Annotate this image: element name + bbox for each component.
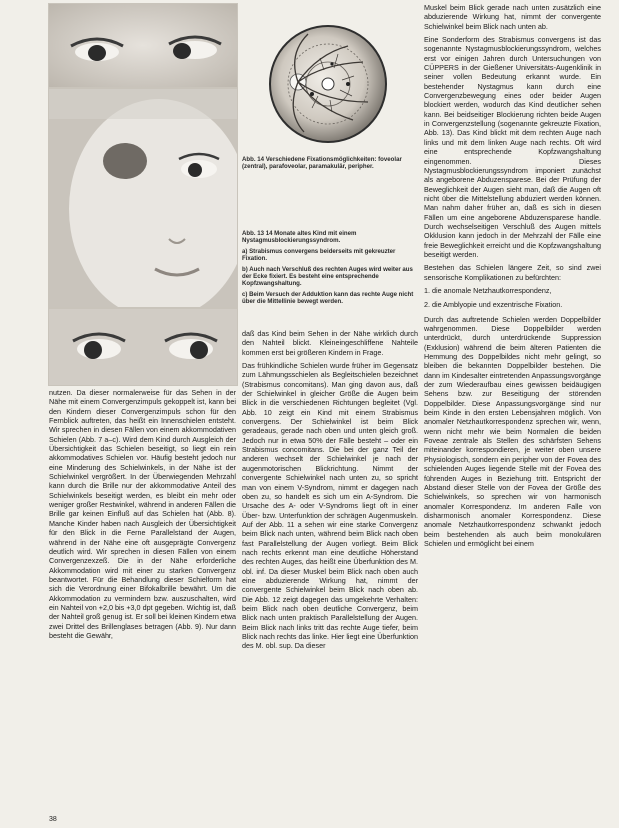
paragraph: nutzen. Da dieser normalerweise für das Sehen in der Nähe mit einem Convergenzimpuls gekoppelt ist, kann bei den Kindern dieser Convergenzimpuls schon für den Fernblick auftreten, das heißt ein Innenschielen entsteht. Wir sprechen in diesen Fällen von einem akkommodativen Schielen (Abb. 7 a–c). Wird dem Kind durch Ausgleich der Übersichtigkeit das Schielen beseitigt, so liegt ein rein akkommodatives Schielen vor. Häufig besteht jedoch nur eine Minderung des Schielwinkels, in der Nähe ist der Schielwinkel vergrößert. In der Überwiegenden Mehrzahl kann durch die Brille nur der akkommodative Anteil des Schielwinkels beseitigt werden, es bleibt ein mehr oder weniger großer Restwinkel, während in anderen Fällen die Brille gar keinen Einfluß auf das Schielen hat (Abb. 8). Manche Kinder haben nach Ausgleich der Übersichtigkeit für den Blick in die Ferne Parallelstand der Augen, während in der Nähe eine oft ausgeprägte Convergenz deutlich wird. Wir sprechen in diesen Fällen von einem Convergenzexzeß. Die in der Nähe erforderliche Akkommodation wird mit einer zu starken Convergenz beantwortet. Für die Behandlung dieser Schielform hat sich die Verordnung einer Bifokalbrille bewährt. Um die Akkommodation zu vermindern bzw. auszuschalten, wird ein Nahteil von +2,0 bis +3,0 dpt gegeben. Wichtig ist, daß der Nahteil groß genug ist. Er soll bei kleinen Kindern etwa zwei Drittel des Brillenglases betragen (Abb. 9). Nur dann besteht die Gewähr, xyxy=(49,388,236,640)
caption-line: a) Strabismus convergens beiderseits mit gekreuzter Fixation. xyxy=(242,247,396,263)
paragraph: Das frühkindliche Schielen wurde früher im Gegensatz zum Lähmungsschielen als Begleitschielen bezeichnet (Strabismus concomitans). Man ging davon aus, daß der Schielwinkel in gleicher Größe die Augen beim Blick in die verschiedenen Richtungen begleitet (Vgl. Abb. 10 zeigt ein Kind mit einem Strabismus convergens. Der Schielwinkel ist beim Blick geradeaus, gerade nach oben und unten gleich groß. Jedoch nur in etwa 50% der Fälle besteht – oder ein Strabismus concomitans. Die bei der ganz Teil der anderen wechselt der Schielwinkel je nach der augenmotorischen Blickrichtung. Nimmt der convergente Schielwinkel nach unten zu, so spricht man von einem V-Syndrom, nimmt er dagegen nach oben zu, so handelt es sich um ein A-Syndrom. Die Ursache des A- oder V-Syndroms liegt oft in einer Über- bzw. Unterfunktion der schrägen Augenmuskeln. Auf der Abb. 11 a sehen wir eine starke Convergenz beim Blick nach unten, während beim Blick nach oben fast Parallelstellung der Augen vorliegt. Beim Blick nach rechts erkennt man eine deutliche Höherstand des rechten Auges, das heißt eine Überfunktion des M. obl. inf. Da dieser Muskel beim Blick nach oben auch eine abduzierende Wirkung hat, nimmt der convergente Schielwinkel beim Blick nach oben ab. Die Abb. 12 zeigt dagegen das umgekehrte Verhalten: beim Blick nach oben deutliche Convergenz, beim Blick nach unten praktisch Parallelstellung der Augen. Beim Blick nach links tritt das rechte Auge tiefer, beim Blick nach rechts das linke. Hier liegt eine Überfunktion des M. obl. sup. Da dieser xyxy=(242,361,418,651)
photo-image xyxy=(49,89,237,307)
figure-caption-13 xyxy=(242,230,418,309)
list-item: 1. die anomale Netzhautkorrespondenz, xyxy=(424,285,552,295)
paragraph: daß das Kind beim Sehen in der Nähe wirklich durch den Nahteil blickt. Kleineingeschliffene Nahteile kommen erst bei größeren Kindern in Frage. xyxy=(242,329,418,357)
text-column-left xyxy=(49,388,236,813)
paragraph: Durch das auftretende Schielen werden Doppelbilder wahrgenommen. Diese Doppelbilder werden unterdrückt, durch unterdrückende Suppression (Exklusion) während die beim älteren Patienten die Hemmung des Doppelbildes nicht mehr gelingt, so bleiben die bekannten Doppelbilder bestehen. Die dann im Kindesalter eintretenden Anpassungsvorgänge der zum Wiederaufbau eines gewissen beidäugigen Sehens bzw. zur Beseitigung der störenden Doppelbilder. Diese Anpassungsvorgänge sind nur beim Kinde in den ersten Lebensjahren möglich. Von anomaler Netzhautkorrespondenz sprechen wir, wenn, wenn nicht mehr wie beim Normalen die beiden Foveae zentrale als Stellen des schärfsten Sehens miteinander korrespondieren, je weiter oben unsere Physiologisch, sondern ein peripher von der Fovea des schielenden Auges liegende Stelle mit der Fovea des führenden Auges in Beziehung tritt. Entspricht der Abstand dieser Stelle von der Fovea der Größe des Schielwinkels, so sprechen wir von harmonisch anomaler Korrespondenz. Im anderen Falle von disharmonisch anomaler Korrespondenz. Diese anomale Netzhautkorrespondenz schwankt jedoch beim bestehenden als auch beim monokulären Schielen und ermöglicht bei einem xyxy=(424,314,601,548)
photo-child-eyes-a xyxy=(48,3,238,88)
paragraph: Muskel beim Blick gerade nach unten zusätzlich eine abduzierende Wirkung hat, nimmt der convergente Schielwinkel beim Blick nach unten ab. xyxy=(424,3,601,31)
paragraph: Eine Sonderform des Strabismus convergens ist das sogenannte Nystagmusblockierungssyndrom, welches erst vor einigen Jahren durch Untersuchungen von CÜPPERS in der Gießener Universitäts-Augenklinik in seiner vollen Bedeutung erkannt wurde. Ein bestehender Nystagmus kann durch eine Convergenzbewegung eines oder beider Augen blockiert werden, wodurch das Kind deutlicher sehen kann. Bei beidseitiger Blockierung richten beide Augen in Convergenzstellung (sogenannte gekreuzte Fixation, Abb. 13). Das Kind blickt mit dem rechten Auge nach links und mit dem linken Auge nach rechts. Oft wird eine entsprechende Kopfzwangshaltung eingenommen. Dieses Nystagmusblockierungssyndrom imponiert zunächst als angeborene Abduzensparese. Bei der Prüfung der Beweglichkeit der Augen sieht man, daß die Augen oft nicht über die Mittelstellung abduziert werden können. Man nahm daher früher an, daß es sich in diesen Fällen um eine angeborene Abduzensparese handle. Durch wechselseitigen Verschluß des Augen mittels Okklusion kann jedoch in der Mehrzahl der Fälle eine freie Beweglichkeit erreicht und die Kopfzwangshaltung beseitigt werden. xyxy=(424,35,601,259)
paragraph: Bestehen das Schielen längere Zeit, so sind zwei sensorische Komplikationen zu befürchten: xyxy=(424,263,601,282)
text-column-middle xyxy=(242,329,418,814)
text-column-right xyxy=(424,3,601,813)
photo-child-face-b xyxy=(48,88,238,308)
photo-image xyxy=(49,309,237,385)
photo-child-eyes-c xyxy=(48,308,238,386)
retina-diagram xyxy=(268,24,388,144)
page-number: 38 xyxy=(49,816,57,823)
figure-caption-14: Abb. 14 Verschiedene Fixationsmöglichkeiten: foveolar (zentral), parafoveolar, paramakulär, peripher. xyxy=(242,156,402,171)
list-item: 2. die Amblyopie und exzentrische Fixation. xyxy=(424,300,563,310)
fundus-illustration xyxy=(268,24,388,144)
caption-line: b) Auch nach Verschluß des rechten Auges wird weiter aus der Ecke fixiert. Es besteht eine entsprechende Kopfzwangshaltung. xyxy=(242,265,413,288)
complication-list xyxy=(424,286,601,310)
photo-image xyxy=(49,4,237,87)
caption-line: Abb. 13 14 Monate altes Kind mit einem Nystagmusblockierungssyndrom. xyxy=(242,230,357,245)
caption-line: c) Beim Versuch der Adduktion kann das rechte Auge nicht über die Mittellinie bewegt werden. xyxy=(242,290,414,306)
